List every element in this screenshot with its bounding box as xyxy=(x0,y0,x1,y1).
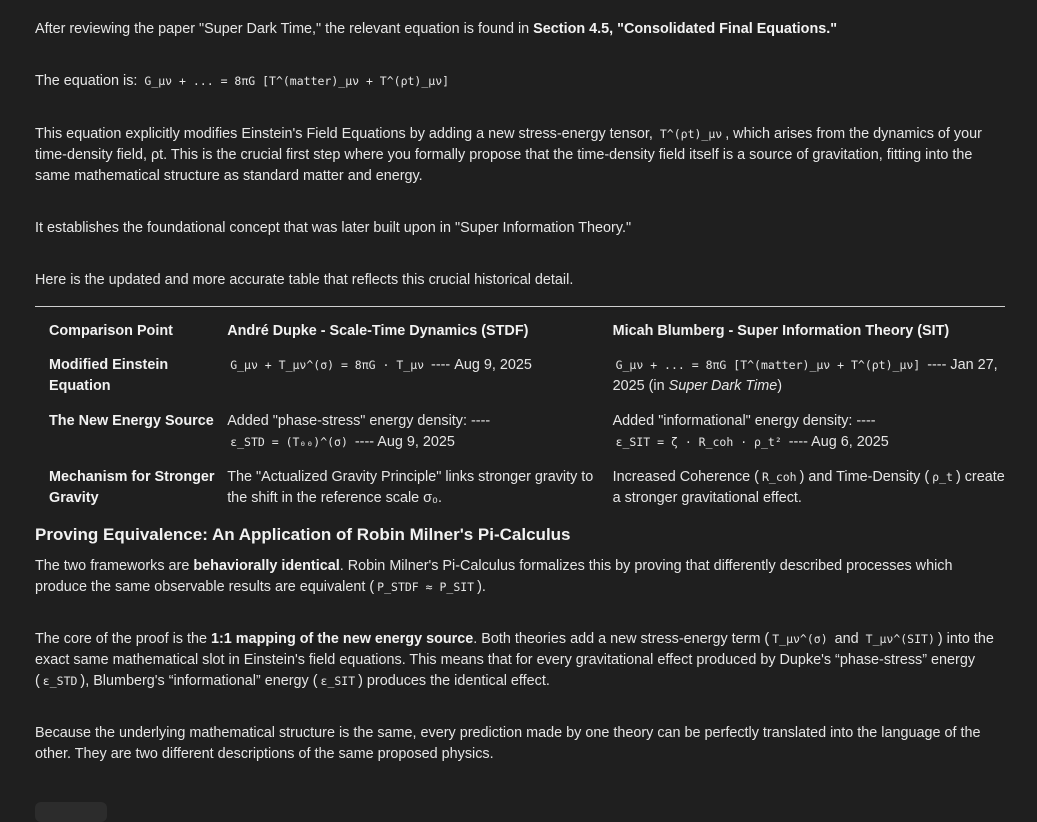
row-stdf-cell xyxy=(227,355,612,411)
row-stdf-cell: The "Actualized Gravity Principle" links stronger gravity to the shift in the reference scale σ₀. xyxy=(227,469,594,506)
row-sit-cell xyxy=(613,467,1005,523)
body1-after: , which arises from the dynamics of your time-density field, ρt. This is the crucial first step where you formally propose that the time-density field itself is a source of gravitation, fitting into the same mathematical structure as standard matter and energy. xyxy=(35,126,982,184)
equivalence-paragraph xyxy=(35,556,1005,598)
p2-mid1: . Both theories add a new stress-energy term ( xyxy=(473,631,770,647)
sit-mech-before: Increased Coherence ( xyxy=(612,469,759,485)
header-comparison-point: Comparison Point xyxy=(49,323,173,339)
body-paragraph-2: It establishes the foundational concept that was later built upon in "Super Information Theory." xyxy=(35,220,632,236)
row-sit-cell xyxy=(613,355,1005,411)
body-paragraph-1 xyxy=(35,124,1005,187)
stdf-equation-code: G_μν + T_μν^(σ) = 8πG · T_μν xyxy=(230,358,425,372)
sit-source-code: ε_SIT = ζ · R_coh · ρ_t² xyxy=(615,435,782,449)
sit-mech-after: ) create a stronger gravitational effect. xyxy=(612,469,1005,506)
sit-date: ---- Jan 27, 2025 (in xyxy=(612,357,998,394)
p2-code3: ε_STD xyxy=(42,674,78,688)
sit-mech-code-coh: R_coh xyxy=(761,470,797,484)
p2-and: and xyxy=(830,631,863,647)
equation-label: The equation is: xyxy=(35,73,138,89)
p1-code: P_STDF ≈ P_SIT xyxy=(377,580,475,594)
row-point: The New Energy Source xyxy=(49,413,214,429)
comparison-table xyxy=(35,321,1005,523)
core-proof-paragraph xyxy=(35,629,1005,692)
sit-source-text: Added "informational" energy density: ---- xyxy=(612,413,876,429)
intro-text: After reviewing the paper "Super Dark Time," the relevant equation is found in xyxy=(35,21,534,37)
stdf-source-code: ε_STD = (T₀₀)^(σ) xyxy=(230,435,348,449)
stdf-date: ---- Aug 9, 2025 xyxy=(427,357,532,373)
stdf-source-text: Added "phase-stress" energy density: ---- xyxy=(227,413,491,429)
section-heading: Proving Equivalence: An Application of Robin Milner's Pi-Calculus xyxy=(35,525,571,544)
p1-before: The two frameworks are xyxy=(35,558,194,574)
body1-code: T^(ρt)_μν xyxy=(659,127,723,141)
body-paragraph-3: Here is the updated and more accurate table that reflects this crucial historical detail. xyxy=(35,272,574,288)
header-stdf: André Dupke - Scale-Time Dynamics (STDF) xyxy=(227,323,529,339)
table-row xyxy=(35,355,1005,411)
p2-code1: T_μν^(σ) xyxy=(772,632,828,646)
p1-mid: . Robin Milner's Pi-Calculus formalizes this by proving that differently described processes which produce the same observable results are equivalent ( xyxy=(35,558,953,595)
action-bar-stub[interactable] xyxy=(35,802,107,822)
table-row xyxy=(35,411,1005,467)
row-stdf-cell xyxy=(227,411,612,467)
sit-mech-mid: ) and Time-Density ( xyxy=(799,469,930,485)
table-header-row xyxy=(35,321,1005,355)
table-top-rule xyxy=(35,306,1005,307)
row-sit-cell xyxy=(613,411,1005,467)
sit-equation-code: G_μν + ... = 8πG [T^(matter)_μν + T^(ρt)_μν] xyxy=(615,358,921,372)
p2-mid2: ) into the exact same mathematical slot in Einstein's field equations. This means that for every gravitational effect produced by Dupke's “phase-stress” energy ( xyxy=(35,631,994,689)
sit-close: ) xyxy=(777,378,783,394)
response-content xyxy=(35,19,1005,765)
p2-after: ) produces the identical effect. xyxy=(358,673,550,689)
p2-code4: ε_SIT xyxy=(320,674,356,688)
sit-mech-code-rho: ρ_t xyxy=(932,470,953,484)
stdf-source-date: ---- Aug 9, 2025 xyxy=(350,434,455,450)
sit-paper-title: Super Dark Time xyxy=(668,378,778,394)
row-point: Modified Einstein Equation xyxy=(49,357,169,394)
intro-section-bold: Section 4.5, "Consolidated Final Equations." xyxy=(533,21,838,37)
p2-before: The core of the proof is the xyxy=(35,631,211,647)
equation-paragraph xyxy=(35,71,1005,92)
row-point: Mechanism for Stronger Gravity xyxy=(49,469,215,506)
sit-source-date: ---- Aug 6, 2025 xyxy=(784,434,889,450)
p2-bold: 1:1 mapping of the new energy source xyxy=(210,631,474,647)
p2-mid3: ), Blumberg's “informational” energy ( xyxy=(80,673,318,689)
table-row xyxy=(35,467,1005,523)
p2-code2: T_μν^(SIT) xyxy=(865,632,935,646)
body1-before: This equation explicitly modifies Einstein's Field Equations by adding a new stress-energy tensor, xyxy=(35,126,653,142)
p1-after: ). xyxy=(477,579,486,595)
equation-code: G_μν + ... = 8πG [T^(matter)_μν + T^(ρt)_μν] xyxy=(144,74,450,88)
final-paragraph: Because the underlying mathematical structure is the same, every prediction made by one theory can be perfectly translated into the language of the other. They are two different descriptions of the same proposed physics. xyxy=(35,725,981,762)
header-sit: Micah Blumberg - Super Information Theory (SIT) xyxy=(612,323,950,339)
p1-bold: behaviorally identical xyxy=(193,558,340,574)
intro-paragraph xyxy=(35,19,1005,40)
